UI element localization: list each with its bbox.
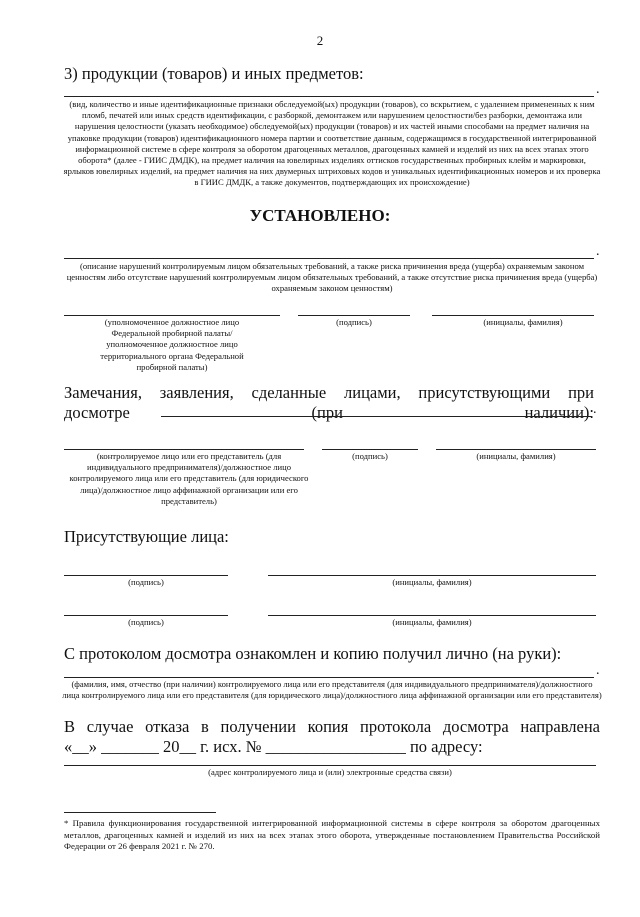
remarks-line [161,416,591,417]
present-row1-signature-caption: (подпись) [128,577,164,587]
established-title: УСТАНОВЛЕНО: [249,206,391,225]
footnote-separator [64,812,216,813]
present-row2-signature-line [64,615,228,616]
remarks-text: Замечания, заявления, сделанные лицами, присутствующими при досмотре (при наличии): [64,383,594,422]
present-row2-initials-caption: (инициалы, фамилия) [392,617,472,627]
page-number: 2 [316,33,324,48]
official-initials-caption: (инициалы, фамилия) [483,317,563,327]
refusal-caption: (адрес контролируемого лица и (или) электронные средства связи) [208,767,452,777]
established-dot: . [596,244,600,259]
present-row2-signature-caption: (подпись) [128,617,164,627]
official-signature-caption: (подпись) [336,317,372,327]
present-row2-initials-line [268,615,596,616]
official-initials-line [432,315,594,316]
controlled-position-caption: (контролируемое лицо или его представитель (для индивидуального предпринимателя)/должностное лицо контролируемого лица или его представитель (для юридического лица)/должностное лицо аффинажной организации или его представитель) [69,451,309,506]
official-position-caption: (уполномоченное должностное лицо Федеральной пробирной палаты/ уполномоченное должностное лицо территориального органа Федеральной пробирной палаты) [100,317,244,372]
present-row1-initials-line [268,575,596,576]
present-row1-signature-line [64,575,228,576]
section3-dot: . [596,82,600,97]
acquainted-caption: (фамилия, имя, отчество (при наличии) контролируемого лица или его представителя (для индивидуального предпринимателя)/должностного лица контролируемого лица или его представителя (для юридического лица)/должностного лица аффинажной организации или его представителя) [62,679,602,701]
acquainted-text: С протоколом досмотра ознакомлен и копию получил лично (на руки): [64,644,562,663]
acquainted-dot: . [596,663,600,678]
controlled-initials-line [436,449,596,450]
present-heading: Присутствующие лица: [64,527,229,546]
established-line [64,258,594,259]
section3-line [64,96,594,97]
section3-caption: (вид, количество и иные идентификационные признаки обследуемой(ых) продукции (товаров), со вскрытием, с удалением примененных к ним пломб, печатей или иных средств идентификации, с разборкой, демонтажем или нарушением целостности/без разборки, демонтажа или нарушения целостности (указать необходимое) обследуемой(ых) продукции (товаров) и их частей иными способами на предмет наличия на упаковке продукции (товаров) идентификационного номера партии и соответствие данным, содержащимся в государственной интегрированной информационной системе в сфере контроля за оборотом драгоценных металлов, драгоценных камней и изделий из них на всех этапах этого оборота* (далее - ГИИС ДМДК), на предмет наличия на ювелирных изделиях оттисков государственных пробирных клейм и маркировки, ярлыков ювелирных изделий, на предмет наличия на них двумерных штриховых кодов и уникальных идентификационных номеров и их проверка в ГИИС ДМДК, а также документов, подтверждающих их происхождение) [63,99,601,188]
refusal-address-line [64,765,596,766]
official-signature-line [298,315,410,316]
present-row1-initials-caption: (инициалы, фамилия) [392,577,472,587]
acquainted-line [64,677,594,678]
controlled-signature-line [322,449,418,450]
remarks-dot: . [593,402,597,417]
official-position-line [64,315,280,316]
controlled-initials-caption: (инициалы, фамилия) [476,451,556,461]
controlled-signature-caption: (подпись) [352,451,388,461]
controlled-position-line [64,449,304,450]
section3-heading: 3) продукции (товаров) и иных предметов: [64,64,364,83]
footnote-text: * Правила функционирования государственной интегрированной информационной системы в сфере контроля за оборотом драгоценных металлов, драгоценных камней и изделий из них на всех этапах этого оборота, утвержденные постановлением Правительства Российской Федерации от 26 февраля 2021 г. № 270. [64,818,600,851]
refusal-line2: «__» _______ 20__ г. исх. № _________________ по адресу: [64,737,483,756]
refusal-line1: В случае отказа в получении копия протокола досмотра направлена [64,717,600,736]
established-caption: (описание нарушений контролируемым лицом обязательных требований, а также риска причинения вреда (ущерба) охраняемым законом ценностям либо отсутствие нарушений контролируемым лицом обязательных требований, а также отсутствие риска причинения вреда (ущерба) охраняемым законом ценностям) [66,261,598,294]
